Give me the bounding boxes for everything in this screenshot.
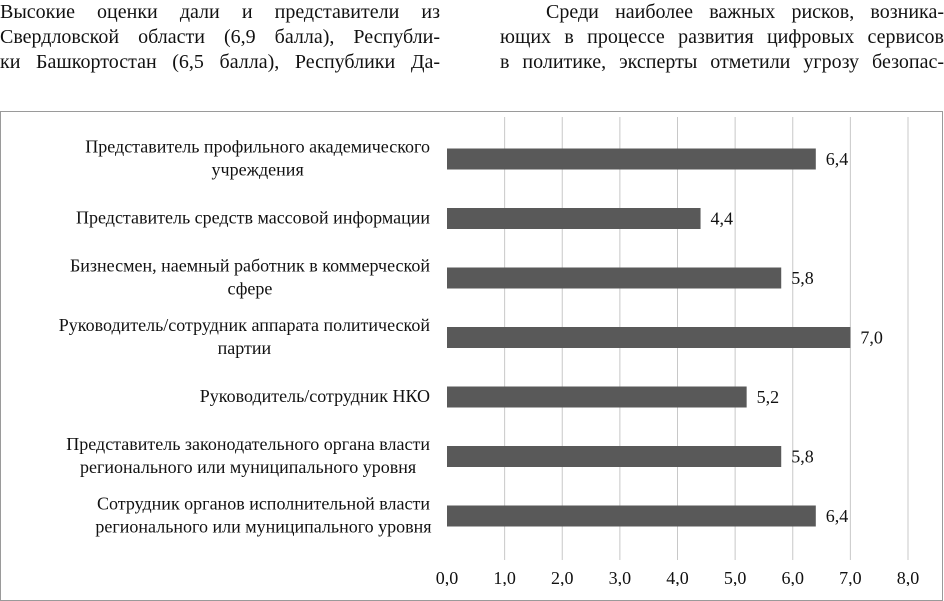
article-line: Свердловской области (6,9 балла), Республи-	[0, 26, 440, 48]
article-line: ки Башкортостан (6,5 балла), Республики Да-	[0, 51, 440, 73]
value-label: 6,4	[825, 149, 849, 169]
category-labels	[59, 137, 432, 537]
value-label: 5,8	[791, 268, 814, 288]
x-tick-label: 2,0	[551, 568, 574, 586]
value-label: 4,4	[710, 208, 734, 229]
bar	[447, 208, 701, 229]
x-tick-label: 0,0	[435, 568, 459, 586]
bar	[447, 149, 816, 170]
category-label: Руководитель/сотрудник НКО	[199, 386, 430, 406]
x-tick-label: 8,0	[896, 568, 920, 586]
bars	[447, 149, 850, 527]
value-label: 5,2	[756, 387, 780, 407]
article-line: Среди наиболее важных рисков, возника-	[546, 1, 944, 23]
x-tick-label: 1,0	[493, 568, 516, 586]
category-label: Представитель профильного академического	[85, 136, 430, 157]
category-label: Представитель законодательного органа власти	[66, 434, 430, 454]
category-label: регионального или муниципального уровня	[95, 516, 432, 537]
bar	[447, 387, 747, 408]
category-label: Руководитель/сотрудник аппарата политической	[58, 315, 430, 335]
x-tick-label: 3,0	[608, 568, 632, 586]
value-label: 5,8	[791, 446, 814, 467]
x-tick-labels	[436, 568, 920, 586]
bar	[447, 327, 850, 348]
category-label: партии	[217, 338, 272, 358]
x-tick-label: 7,0	[839, 568, 862, 586]
x-tick-label: 6,0	[781, 568, 804, 586]
category-label: регионального или муниципального уровня	[80, 457, 417, 477]
category-label: сфере	[227, 278, 273, 299]
article-line: в политике, эксперты отметили угрозу безопас-	[500, 51, 944, 73]
article-line: ющих в процессе развития цифровых сервисов	[500, 26, 944, 48]
category-label: учреждения	[211, 159, 304, 180]
category-label: Представитель средств массовой информации	[76, 207, 430, 228]
category-label: Сотрудник органов исполнительной власти	[97, 493, 430, 514]
bar	[447, 506, 816, 527]
category-label: Бизнесмен, наемный работник в коммерческой	[69, 255, 430, 276]
x-tick-label: 5,0	[723, 568, 747, 586]
x-tick-label: 4,0	[666, 568, 689, 586]
article-line: Высокие оценки дали и представители из	[0, 1, 440, 23]
value-label: 6,4	[825, 506, 849, 526]
value-label: 7,0	[860, 327, 883, 348]
bar	[447, 446, 781, 467]
bar	[447, 268, 781, 289]
